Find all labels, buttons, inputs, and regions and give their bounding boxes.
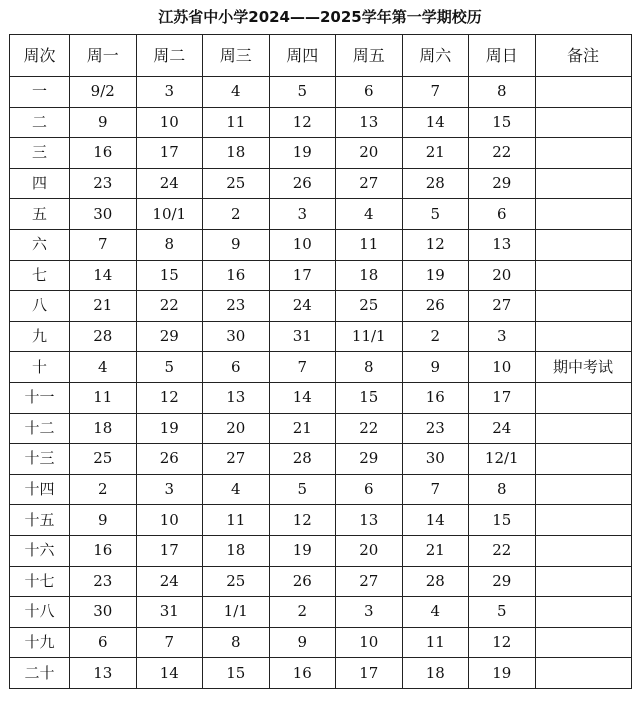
week-number: 十四	[10, 474, 70, 505]
note-cell	[535, 321, 631, 352]
week-number: 一	[10, 77, 70, 108]
day-cell: 12	[402, 229, 469, 260]
day-cell: 22	[469, 138, 536, 169]
note-cell	[535, 229, 631, 260]
day-cell: 29	[336, 444, 403, 475]
week-number: 十一	[10, 382, 70, 413]
day-cell: 16	[402, 382, 469, 413]
note-cell: 期中考试	[535, 352, 631, 383]
day-cell: 3	[269, 199, 336, 230]
week-row	[10, 474, 632, 505]
calendar-body	[10, 77, 632, 689]
day-cell: 18	[402, 658, 469, 689]
day-cell: 9/2	[70, 77, 137, 108]
day-cell: 30	[70, 597, 137, 628]
day-cell: 2	[402, 321, 469, 352]
day-cell: 10	[136, 505, 203, 536]
day-cell: 13	[70, 658, 137, 689]
week-row	[10, 352, 632, 383]
week-row	[10, 566, 632, 597]
day-cell: 27	[469, 291, 536, 322]
day-cell: 26	[402, 291, 469, 322]
day-cell: 24	[136, 566, 203, 597]
week-row	[10, 505, 632, 536]
note-cell	[535, 597, 631, 628]
day-cell: 28	[269, 444, 336, 475]
day-cell: 29	[469, 168, 536, 199]
note-cell	[535, 77, 631, 108]
note-cell	[535, 505, 631, 536]
header-sun: 周日	[469, 35, 536, 77]
day-cell: 7	[402, 474, 469, 505]
day-cell: 18	[203, 138, 270, 169]
week-row	[10, 444, 632, 475]
day-cell: 19	[136, 413, 203, 444]
day-cell: 15	[336, 382, 403, 413]
header-week: 周次	[10, 35, 70, 77]
day-cell: 11	[336, 229, 403, 260]
day-cell: 17	[269, 260, 336, 291]
day-cell: 5	[402, 199, 469, 230]
day-cell: 18	[203, 535, 270, 566]
week-number: 十八	[10, 597, 70, 628]
day-cell: 18	[70, 413, 137, 444]
day-cell: 24	[136, 168, 203, 199]
day-cell: 26	[136, 444, 203, 475]
day-cell: 11	[203, 107, 270, 138]
day-cell: 18	[336, 260, 403, 291]
day-cell: 6	[336, 77, 403, 108]
day-cell: 24	[469, 413, 536, 444]
day-cell: 4	[203, 474, 270, 505]
day-cell: 23	[402, 413, 469, 444]
day-cell: 21	[402, 535, 469, 566]
day-cell: 8	[469, 77, 536, 108]
note-cell	[535, 444, 631, 475]
week-row	[10, 260, 632, 291]
day-cell: 20	[469, 260, 536, 291]
day-cell: 7	[269, 352, 336, 383]
day-cell: 7	[70, 229, 137, 260]
day-cell: 29	[136, 321, 203, 352]
school-calendar-table	[9, 34, 632, 689]
day-cell: 13	[469, 229, 536, 260]
header-row	[10, 35, 632, 77]
week-row	[10, 291, 632, 322]
day-cell: 17	[136, 138, 203, 169]
day-cell: 19	[402, 260, 469, 291]
day-cell: 28	[70, 321, 137, 352]
day-cell: 27	[336, 566, 403, 597]
note-cell	[535, 138, 631, 169]
day-cell: 5	[269, 474, 336, 505]
day-cell: 21	[269, 413, 336, 444]
day-cell: 13	[336, 505, 403, 536]
week-number: 七	[10, 260, 70, 291]
day-cell: 14	[136, 658, 203, 689]
day-cell: 21	[402, 138, 469, 169]
day-cell: 6	[336, 474, 403, 505]
day-cell: 6	[70, 627, 137, 658]
day-cell: 9	[203, 229, 270, 260]
day-cell: 2	[203, 199, 270, 230]
header-mon: 周一	[70, 35, 137, 77]
day-cell: 12/1	[469, 444, 536, 475]
day-cell: 31	[136, 597, 203, 628]
day-cell: 8	[336, 352, 403, 383]
day-cell: 15	[469, 505, 536, 536]
day-cell: 22	[469, 535, 536, 566]
day-cell: 11	[70, 382, 137, 413]
day-cell: 14	[70, 260, 137, 291]
header-wed: 周三	[203, 35, 270, 77]
day-cell: 7	[402, 77, 469, 108]
week-row	[10, 77, 632, 108]
day-cell: 8	[469, 474, 536, 505]
week-row	[10, 168, 632, 199]
day-cell: 22	[336, 413, 403, 444]
week-row	[10, 107, 632, 138]
day-cell: 5	[469, 597, 536, 628]
day-cell: 30	[402, 444, 469, 475]
day-cell: 30	[203, 321, 270, 352]
day-cell: 20	[336, 138, 403, 169]
header-thu: 周四	[269, 35, 336, 77]
note-cell	[535, 413, 631, 444]
day-cell: 4	[70, 352, 137, 383]
day-cell: 15	[136, 260, 203, 291]
week-number: 二	[10, 107, 70, 138]
day-cell: 20	[336, 535, 403, 566]
header-note: 备注	[535, 35, 631, 77]
note-cell	[535, 474, 631, 505]
day-cell: 10	[269, 229, 336, 260]
day-cell: 28	[402, 168, 469, 199]
day-cell: 11/1	[336, 321, 403, 352]
day-cell: 5	[269, 77, 336, 108]
day-cell: 10	[136, 107, 203, 138]
note-cell	[535, 199, 631, 230]
day-cell: 25	[203, 168, 270, 199]
day-cell: 26	[269, 168, 336, 199]
day-cell: 6	[203, 352, 270, 383]
note-cell	[535, 566, 631, 597]
day-cell: 23	[70, 168, 137, 199]
day-cell: 26	[269, 566, 336, 597]
note-cell	[535, 627, 631, 658]
header-sat: 周六	[402, 35, 469, 77]
day-cell: 17	[136, 535, 203, 566]
week-row	[10, 382, 632, 413]
day-cell: 30	[70, 199, 137, 230]
day-cell: 6	[469, 199, 536, 230]
week-number: 十六	[10, 535, 70, 566]
day-cell: 16	[70, 138, 137, 169]
day-cell: 7	[136, 627, 203, 658]
day-cell: 4	[402, 597, 469, 628]
week-number: 二十	[10, 658, 70, 689]
day-cell: 25	[70, 444, 137, 475]
week-row	[10, 535, 632, 566]
week-row	[10, 597, 632, 628]
day-cell: 8	[136, 229, 203, 260]
day-cell: 10/1	[136, 199, 203, 230]
day-cell: 1/1	[203, 597, 270, 628]
day-cell: 19	[269, 535, 336, 566]
day-cell: 27	[336, 168, 403, 199]
note-cell	[535, 382, 631, 413]
day-cell: 25	[203, 566, 270, 597]
note-cell	[535, 658, 631, 689]
day-cell: 12	[469, 627, 536, 658]
note-cell	[535, 168, 631, 199]
week-number: 九	[10, 321, 70, 352]
week-row	[10, 229, 632, 260]
week-number: 五	[10, 199, 70, 230]
day-cell: 23	[70, 566, 137, 597]
week-row	[10, 658, 632, 689]
day-cell: 17	[469, 382, 536, 413]
week-number: 十五	[10, 505, 70, 536]
day-cell: 13	[336, 107, 403, 138]
week-row	[10, 321, 632, 352]
day-cell: 19	[469, 658, 536, 689]
day-cell: 17	[336, 658, 403, 689]
day-cell: 9	[269, 627, 336, 658]
day-cell: 11	[402, 627, 469, 658]
day-cell: 2	[70, 474, 137, 505]
week-number: 四	[10, 168, 70, 199]
day-cell: 16	[70, 535, 137, 566]
day-cell: 20	[203, 413, 270, 444]
day-cell: 16	[203, 260, 270, 291]
day-cell: 27	[203, 444, 270, 475]
day-cell: 5	[136, 352, 203, 383]
day-cell: 4	[336, 199, 403, 230]
week-row	[10, 413, 632, 444]
note-cell	[535, 260, 631, 291]
day-cell: 3	[136, 77, 203, 108]
week-row	[10, 199, 632, 230]
header-tue: 周二	[136, 35, 203, 77]
day-cell: 25	[336, 291, 403, 322]
week-row	[10, 627, 632, 658]
week-number: 十	[10, 352, 70, 383]
day-cell: 9	[70, 107, 137, 138]
day-cell: 22	[136, 291, 203, 322]
week-number: 八	[10, 291, 70, 322]
day-cell: 14	[402, 505, 469, 536]
note-cell	[535, 535, 631, 566]
day-cell: 14	[402, 107, 469, 138]
day-cell: 3	[136, 474, 203, 505]
week-number: 十二	[10, 413, 70, 444]
day-cell: 13	[203, 382, 270, 413]
day-cell: 10	[336, 627, 403, 658]
day-cell: 15	[203, 658, 270, 689]
day-cell: 12	[269, 505, 336, 536]
day-cell: 3	[469, 321, 536, 352]
note-cell	[535, 107, 631, 138]
day-cell: 9	[70, 505, 137, 536]
week-number: 六	[10, 229, 70, 260]
day-cell: 11	[203, 505, 270, 536]
week-number: 三	[10, 138, 70, 169]
day-cell: 28	[402, 566, 469, 597]
day-cell: 8	[203, 627, 270, 658]
day-cell: 31	[269, 321, 336, 352]
day-cell: 9	[402, 352, 469, 383]
day-cell: 29	[469, 566, 536, 597]
calendar-title: 江苏省中小学2024——2025学年第一学期校历	[158, 8, 482, 26]
day-cell: 24	[269, 291, 336, 322]
day-cell: 14	[269, 382, 336, 413]
day-cell: 15	[469, 107, 536, 138]
day-cell: 4	[203, 77, 270, 108]
week-row	[10, 138, 632, 169]
day-cell: 10	[469, 352, 536, 383]
week-number: 十九	[10, 627, 70, 658]
day-cell: 12	[269, 107, 336, 138]
day-cell: 21	[70, 291, 137, 322]
week-number: 十三	[10, 444, 70, 475]
day-cell: 19	[269, 138, 336, 169]
week-number: 十七	[10, 566, 70, 597]
note-cell	[535, 291, 631, 322]
day-cell: 12	[136, 382, 203, 413]
header-fri: 周五	[336, 35, 403, 77]
day-cell: 23	[203, 291, 270, 322]
day-cell: 2	[269, 597, 336, 628]
day-cell: 3	[336, 597, 403, 628]
day-cell: 16	[269, 658, 336, 689]
